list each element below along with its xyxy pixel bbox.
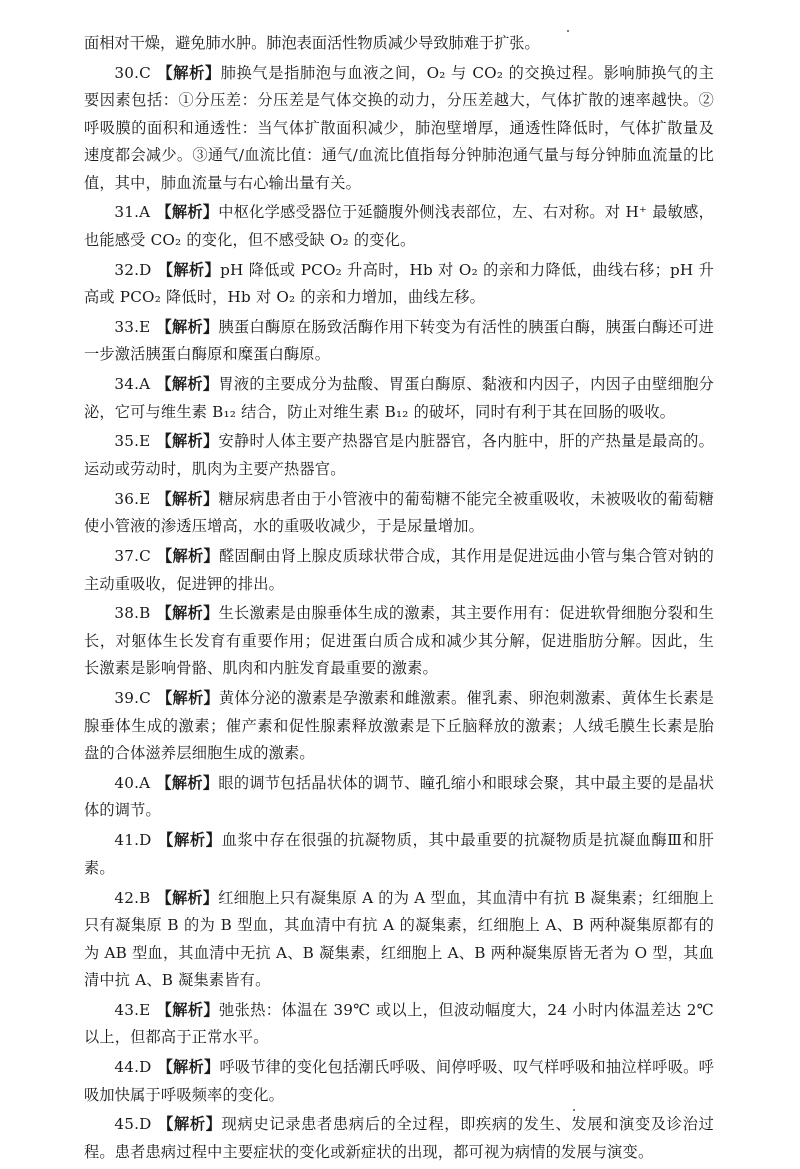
explanation-text: 血浆中存在很强的抗凝物质，其中最重要的抗凝物质是抗凝血酶Ⅲ和肝素。 xyxy=(84,831,714,877)
analysis-tag: 【解析】 xyxy=(156,773,219,792)
answer-explanations-page xyxy=(84,28,714,1169)
analysis-tag: 【解析】 xyxy=(156,604,219,623)
answer-number: 34.A xyxy=(114,375,151,394)
answer-item xyxy=(84,314,714,369)
analysis-tag: 【解析】 xyxy=(157,831,222,850)
answer-number: 33.E xyxy=(114,317,151,336)
analysis-tag: 【解析】 xyxy=(157,1058,220,1077)
answer-number: 37.C xyxy=(114,547,151,566)
answer-item xyxy=(84,827,714,882)
answer-item xyxy=(84,770,714,825)
answer-number: 45.D xyxy=(114,1115,152,1134)
analysis-tag: 【解析】 xyxy=(156,489,219,508)
answer-number: 36.E xyxy=(114,489,151,508)
answer-number: 41.D xyxy=(114,831,152,850)
continued-paragraph: 面相对干燥，避免肺水肿。肺泡表面活性物质减少导致肺难于扩张。 xyxy=(84,34,540,52)
answer-item xyxy=(84,600,714,683)
explanation-text: pH 降低或 PCO₂ 升高时，Hb 对 O₂ 的亲和力降低，曲线右移；pH 升高或 PCO₂ 降低时，Hb 对 O₂ 的亲和力增加，曲线左移。 xyxy=(84,260,714,307)
analysis-tag: 【解析】 xyxy=(156,689,219,708)
answer-item xyxy=(84,1111,714,1166)
answer-number: 40.A xyxy=(114,773,151,792)
explanation-text: 红细胞上只有凝集原 A 的为 A 型血，其血清中有抗 B 凝集素；红细胞上只有凝集原 B 的为 B 型血，其血清中有抗 A 的凝集素，红细胞上 A、B 两种凝集原都有的为 AB 型血，其血清中无抗 A、B 凝集素，红细胞上 A、B 两种凝集原皆无者为 O 型，其血清中抗 A、B 凝集素皆有。 xyxy=(84,888,714,990)
explanation-text: 糖尿病患者由于小管液中的葡萄糖不能完全被重吸收，未被吸收的葡萄糖使小管液的渗透压增高，水的重吸收减少，于是尿量增加。 xyxy=(84,489,714,536)
analysis-tag: 【解析】 xyxy=(156,375,219,394)
answer-item xyxy=(84,1054,714,1109)
analysis-tag: 【解析】 xyxy=(157,1115,222,1134)
answer-number: 43.E xyxy=(114,1000,151,1019)
answer-item xyxy=(84,60,714,198)
analysis-tag: 【解析】 xyxy=(156,432,219,451)
explanation-text: 肺换气是指肺泡与血液之间，O₂ 与 CO₂ 的交换过程。影响肺换气的主要因素包括：①分压差：分压差是气体交换的动力，分压差越大，气体扩散的速率越快。②呼吸膜的面积和通透性：当气体扩散面积减少，肺泡壁增厚，通透性降低时，气体扩散量及速度都会减少。③通气/血流比值：通气/血流比值指每分钟肺泡通气量与每分钟肺血流量的比值，其中，肺血流量与右心输出量有关。 xyxy=(84,63,714,192)
explanation-text: 眼的调节包括晶状体的调节、瞳孔缩小和眼球会聚，其中最主要的是晶状体的调节。 xyxy=(84,773,714,820)
analysis-tag: 【解析】 xyxy=(156,547,219,566)
answer-item xyxy=(84,543,714,598)
answer-item xyxy=(84,486,714,541)
analysis-tag: 【解析】 xyxy=(156,203,219,222)
explanation-text: 安静时人体主要产热器官是内脏器官，各内脏中，肝的产热量是最高的。运动或劳动时，肌肉为主要产热器官。 xyxy=(84,432,714,478)
answer-number: 39.C xyxy=(114,689,151,708)
answer-item xyxy=(84,428,714,483)
explanation-text: 胰蛋白酶原在肠致活酶作用下转变为有活性的胰蛋白酶，胰蛋白酶还可进一步激活胰蛋白酶原和糜蛋白酶原。 xyxy=(84,317,714,364)
analysis-tag: 【解析】 xyxy=(156,1000,220,1019)
explanation-text: 生长激素是由腺垂体生成的激素，其主要作用有：促进软骨细胞分裂和生长，对躯体生长发育有重要作用；促进蛋白质合成和减少其分解，促进脂肪分解。因此，生长激素是影响骨骼、肌肉和内脏发育最重要的激素。 xyxy=(84,604,714,678)
analysis-tag: 【解析】 xyxy=(156,317,219,336)
answer-number: 30.C xyxy=(114,63,151,82)
answer-number: 42.B xyxy=(114,888,151,907)
answer-item xyxy=(84,257,714,312)
explanation-text: 黄体分泌的激素是孕激素和雌激素。催乳素、卵泡刺激素、黄体生长素是腺垂体生成的激素；催产素和促性腺素释放激素是下丘脑释放的激素；人绒毛膜生长素是胎盘的合体滋养层细胞生成的激素。 xyxy=(84,689,714,763)
analysis-tag: 【解析】 xyxy=(157,260,221,279)
explanation-text: 现病史记录患者患病后的全过程，即疾病的发生、发展和演变及诊治过程。患者患病过程中主要症状的变化或新症状的出现，都可视为病情的发展与演变。 xyxy=(84,1115,714,1161)
analysis-tag: 【解析】 xyxy=(156,63,221,82)
answer-item xyxy=(84,997,714,1052)
answer-number: 38.B xyxy=(114,604,151,623)
explanation-text: 弛张热：体温在 39℃ 或以上，但波动幅度大，24 小时内体温差达 2℃ 以上，但都高于正常水平。 xyxy=(84,1000,714,1047)
answer-item xyxy=(84,199,714,254)
explanation-text: 醛固酮由肾上腺皮质球状带合成，其作用是促进远曲小管与集合管对钠的主动重吸收，促进钾的排出。 xyxy=(84,547,714,593)
answer-number: 35.E xyxy=(114,432,151,451)
answer-item xyxy=(84,371,714,426)
answer-number: 44.D xyxy=(114,1058,152,1077)
answer-item xyxy=(84,885,714,995)
explanation-text: 中枢化学感受器位于延髓腹外侧浅表部位，左、右对称。对 H⁺ 最敏感，也能感受 CO₂ 的变化，但不感受缺 O₂ 的变化。 xyxy=(84,203,714,249)
answer-number: 31.A xyxy=(114,203,151,222)
explanation-text: 呼吸节律的变化包括潮氏呼吸、间停呼吸、叹气样呼吸和抽泣样呼吸。呼吸加快属于呼吸频率的变化。 xyxy=(84,1058,714,1104)
answer-item xyxy=(84,685,714,768)
explanation-text: 胃液的主要成分为盐酸、胃蛋白酶原、黏液和内因子，内因子由壁细胞分泌，它可与维生素 B₁₂ 结合，防止对维生素 B₁₂ 的破坏，同时有利于其在回肠的吸收。 xyxy=(84,375,714,421)
answer-number: 32.D xyxy=(114,260,152,279)
answer-list xyxy=(84,60,714,1167)
analysis-tag: 【解析】 xyxy=(156,888,219,907)
